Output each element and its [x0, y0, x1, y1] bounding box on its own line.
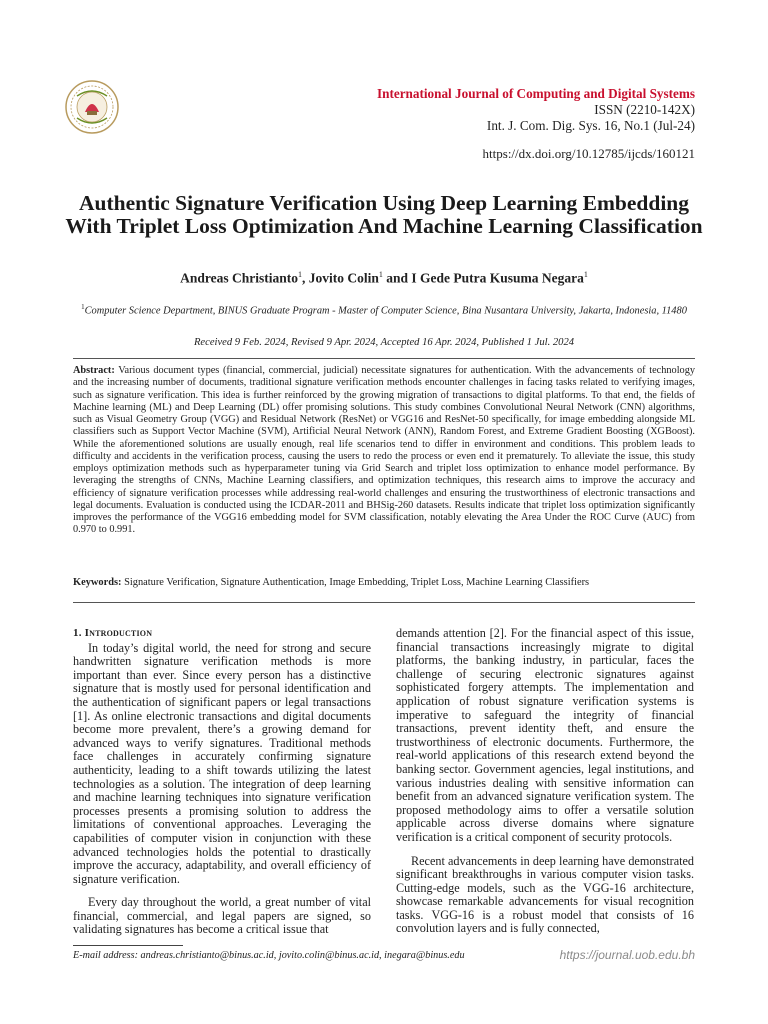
section-title: Introduction [84, 627, 153, 639]
author-affiliation-mark: 1 [378, 270, 383, 279]
email-addresses[interactable]: andreas.christianto@binus.ac.id, jovito.colin@binus.ac.id, inegara@binus.edu [140, 950, 465, 961]
author-separator: , [301, 270, 309, 286]
affiliation [72, 300, 696, 318]
paper-title: Authentic Signature Verification Using Deep Learning Embedding With Triplet Loss Optimization And Machine Learning Classification [65, 191, 703, 238]
footnote-rule [73, 945, 183, 946]
abstract-label: Abstract: [73, 365, 115, 376]
affiliation-mark: 1 [81, 303, 85, 311]
abstract-text: Various document types (financial, commercial, judicial) necessitate signatures for authentication. With the advancements of technology and the increasing number of documents, traditional signature verification methods encounter challenges in facing tasks related to verifying images, such as signature verification. This idea is further reinforced by the growing migration of transactions to digital platforms. To that end, the fields of Machine learning (ML) and Deep Learning (DL) offer promising solutions. This study combines Convolutional Neural Network (CNN) algorithms, such as Visual Geometry Group (VGG) and Residual Network (ResNet) or VGG16 and ResNet-50 specifically, for image embedding alongside ML classifiers such as Support Vector Machine (SVM), Artificial Neural Network (ANN), Random Forest, and Extreme Gradient Boosting (XGBoost). While the aforementioned solutions are usually enough, real life scenarios tend to differ in environment and conditions. This problem leads to difficulty and accidents in the verification process, causing the users to redo the process or even end it prematurely. To alleviate the issue, this study employs optimization methods such as hyperparameter tuning via Grid Search and triplet loss optimization to enhance model performance. By leveraging the strengths of CNNs, Machine Learning classifiers, and optimization techniques, this research aims to improve the accuracy and efficiency of signature verification processes while addressing real-world challenges and ensuring the trustworthiness of electronic transactions and legal documents. Evaluation is conducted using the ICDAR-2011 and BHSig-260 datasets. Results indicate that triplet loss optimization significantly improves the performance of the VGG16 embedding model for SVM classification, notably elevating the Area Under the ROC Curve (AUC) from 0.970 to 0.991. [73, 365, 695, 536]
paragraph: In today’s digital world, the need for strong and secure handwritten signature verification methods is more important than ever. Since every person has a distinctive signature that is mostly used for personal identification and the authentication of significant papers or legal transactions [1]. As online electronic transactions and digital documents become more prevalent, there’s a growing demand for advanced ways to verify signatures. Traditional methods face challenges in accurately confirming signature authenticity, leading to a shift towards utilizing the latest technologies as a solution. The integration of deep learning and machine learning techniques into signature verification processes presents a promising solution to address the limitations of conventional approaches. Leveraging the capabilities of computer vision in conjunction with these advanced technologies holds the potential to drastically improve the accuracy, adaptability, and overall efficiency of signature verification. [73, 640, 371, 886]
journal-website-link[interactable]: https://journal.uob.edu.bh [559, 948, 695, 962]
author-separator: and [382, 270, 412, 286]
keywords [73, 577, 695, 588]
journal-issn: ISSN (2210-142X) [594, 102, 695, 117]
paragraph: Recent advancements in deep learning have demonstrated significant breakthroughs in various computer vision tasks. Cutting-edge models, such as the VGG-16 architecture, showcase remarkable advancements for visual recognition tasks. VGG-16 is a robust model that consists of 16 convolution layers and is fully connected, [396, 853, 694, 936]
author-affiliation-mark: 1 [583, 270, 588, 279]
abstract-bottom-rule [73, 602, 695, 603]
left-column [73, 627, 371, 937]
email-label: E-mail address: [73, 950, 138, 961]
journal-name: International Journal of Computing and Digital Systems [376, 86, 695, 101]
author-affiliation-mark: 1 [297, 270, 302, 279]
paragraph: demands attention [2]. For the financial aspect of this issue, financial transactions increasingly migrate to digital platforms, the banking industry, in particular, faces the challenge of securing electronic signatures against sophisticated forgery attempts. The implementation and application of robust signature verification systems is imperative to safeguard the integrity of financial transactions, prevent identity theft, and ensure the trustworthiness of electronic documents. Furthermore, the real-world applications of this research extend beyond the banking sector. Government agencies, legal institutions, and various industries dealing with sensitive information can benefit from an advanced signature verification system. The proposed methodology aims to offer a versatile solution applicable across diverse domains where signature verification is a critical component of security protocols. [396, 626, 694, 844]
author-name: I Gede Putra Kusuma Negara [411, 270, 584, 286]
received-dates: Received 9 Feb. 2024, Revised 9 Apr. 2024, Accepted 16 Apr. 2024, Published 1 Jul. 2024 [193, 337, 575, 348]
doi-link[interactable]: https://dx.doi.org/10.12785/ijcds/160121 [482, 146, 695, 161]
abstract-top-rule [73, 358, 695, 359]
journal-seal-icon [63, 78, 121, 136]
paragraph: Every day throughout the world, a great number of vital financial, commercial, and legal papers are signed, so validating signatures has become a critical issue that [73, 895, 371, 937]
author-list [60, 270, 708, 287]
author-name: Andreas Christianto [180, 270, 298, 286]
affiliation-text: Computer Science Department, BINUS Graduate Program - Master of Computer Science, Bina Nusantara University, Jakarta, Indonesia, 11480 [84, 305, 687, 317]
keywords-label: Keywords: [73, 577, 122, 588]
keywords-text: Signature Verification, Signature Authentication, Image Embedding, Triplet Loss, Machine Learning Classifiers [124, 577, 590, 588]
section-heading [73, 627, 371, 641]
journal-citation: Int. J. Com. Dig. Sys. 16, No.1 (Jul-24) [486, 118, 695, 133]
section-number: 1. [73, 627, 82, 639]
right-column [396, 627, 694, 936]
author-name: Jovito Colin [308, 270, 379, 286]
abstract [73, 365, 695, 537]
email-footnote [73, 950, 465, 961]
journal-header [377, 86, 695, 134]
